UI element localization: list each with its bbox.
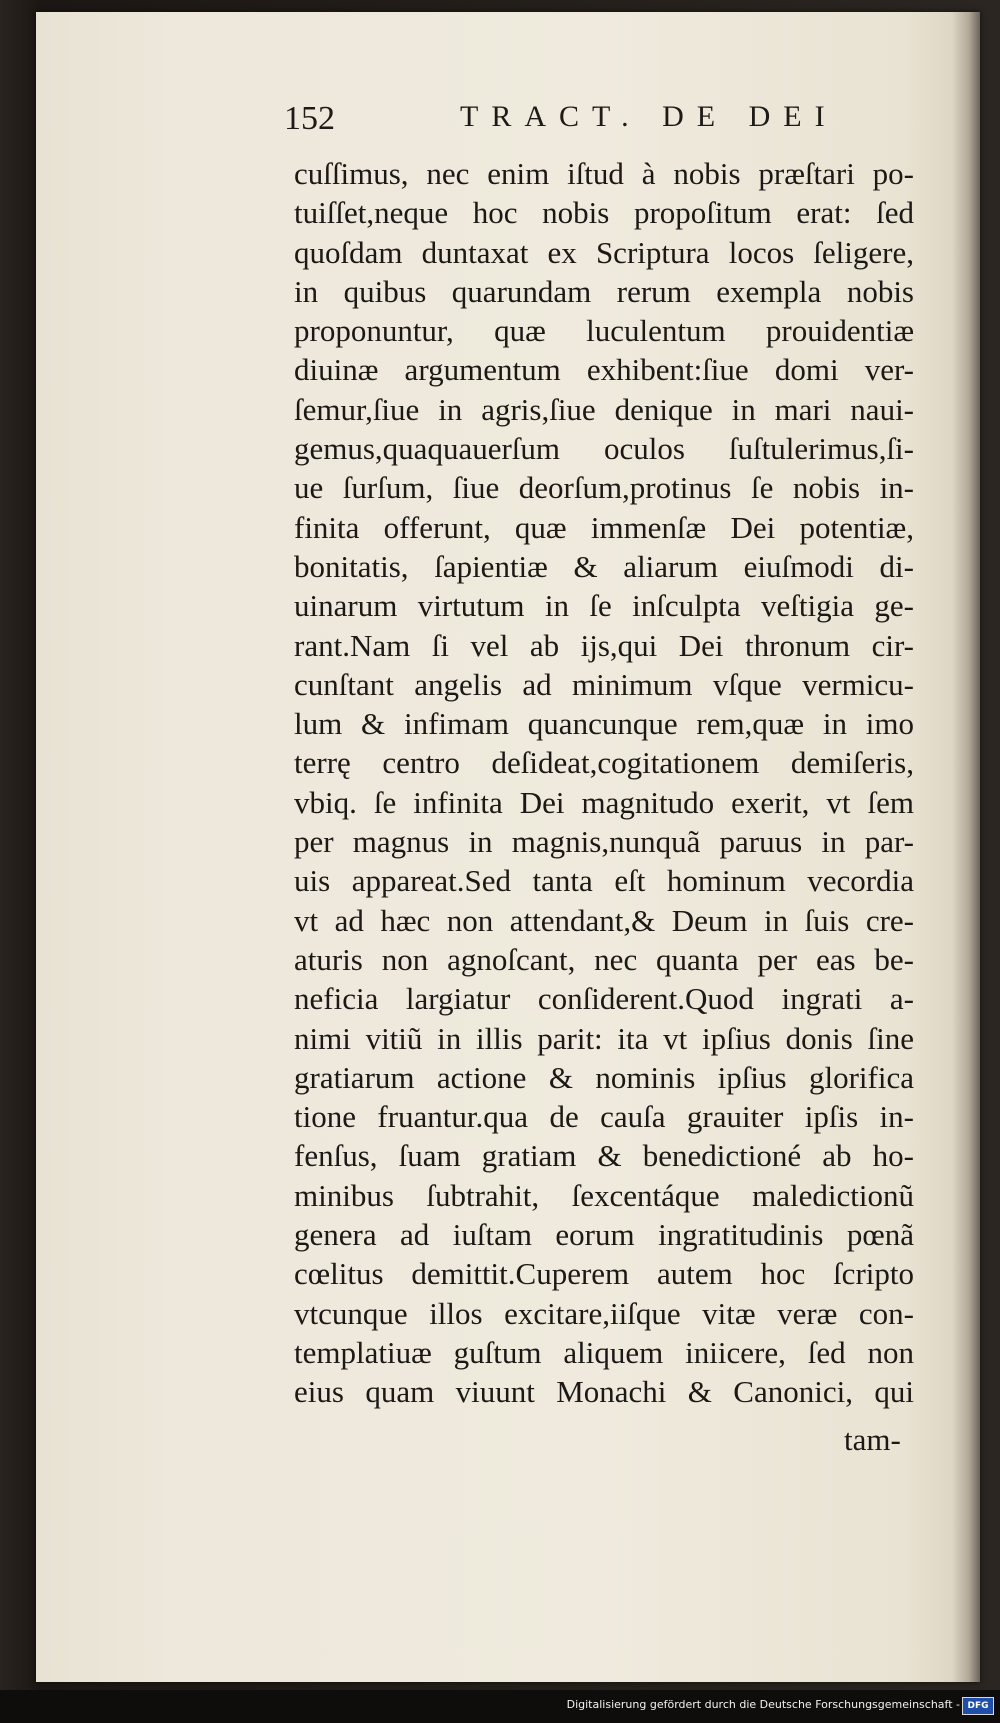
dfg-logo-icon: DFG	[962, 1697, 994, 1715]
text-line: nimi vitiũ in illis parit: ita vt ipſius donis ſine	[294, 1020, 914, 1056]
text-line: bonitatis, ſapientiæ & aliarum eiuſmodi di-	[294, 548, 914, 584]
text-line: fenſus, ſuam gratiam & benedictioné ab ho-	[294, 1138, 914, 1174]
text-line: cunſtant angelis ad minimum vſque vermicu-	[294, 666, 914, 702]
text-line: cœlitus demittit.Cuperem autem hoc ſcripto	[294, 1256, 914, 1292]
body-text	[294, 154, 914, 1412]
text-line: gratiarum actione & nominis ipſius glorifica	[294, 1059, 914, 1095]
running-head	[284, 100, 904, 144]
text-line: neficia largiatur conſiderent.Quod ingrati a-	[294, 981, 914, 1017]
text-line: eius quam viuunt Monachi & Canonici, qui	[294, 1374, 914, 1410]
catchword: tam-	[844, 1422, 901, 1457]
text-line: uis appareat.Sed tanta eſt hominum vecordia	[294, 863, 914, 899]
page-edge-shadow	[952, 12, 980, 1682]
text-line: cuſſimus, nec enim iſtud à nobis præſtari po-	[294, 156, 914, 191]
page-number: 152	[284, 100, 335, 137]
text-line: ſemur,ſiue in agris,ſiue denique in mari naui-	[294, 391, 914, 427]
text-line: vtcunque illos excitare,iiſque vitæ veræ con-	[294, 1295, 914, 1331]
text-line: uinarum virtutum in ſe inſculpta veſtigia ge-	[294, 588, 914, 624]
footer-bar	[0, 1690, 1000, 1723]
text-line: quoſdam duntaxat ex Scriptura locos ſeligere,	[294, 234, 914, 270]
funding-credit: Digitalisierung gefördert durch die Deutsche Forschungsgemeinschaft -	[566, 1698, 960, 1711]
text-line: genera ad iuſtam eorum ingratitudinis pœnã	[294, 1217, 914, 1253]
text-line: templatiuæ guſtum aliquem iniicere, ſed non	[294, 1334, 914, 1370]
text-line: terrę centro deſideat,cogitationem demiſeris,	[294, 745, 914, 781]
text-line: finita offerunt, quæ immenſæ Dei potentiæ,	[294, 509, 914, 545]
book-page	[36, 12, 980, 1682]
text-line: gemus,quaquauerſum oculos ſuſtulerimus,ſi-	[294, 431, 914, 467]
text-line: rant.Nam ſi vel ab ijs,qui Dei thronum cir-	[294, 627, 914, 663]
text-line: tione fruantur.qua de cauſa grauiter ipſis in-	[294, 1099, 914, 1135]
text-line: vbiq. ſe infinita Dei magnitudo exerit, vt ſem	[294, 784, 914, 820]
text-line: vt ad hæc non attendant,& Deum in ſuis cre-	[294, 902, 914, 938]
text-line: proponuntur, quæ luculentum prouidentiæ	[294, 313, 914, 349]
text-line: lum & infimam quancunque rem,quæ in imo	[294, 706, 914, 742]
text-line: ue ſurſum, ſiue deorſum,protinus ſe nobis in-	[294, 470, 914, 506]
running-title: TRACT. DE DEI	[460, 100, 838, 133]
text-line: aturis non agnoſcant, nec quanta per eas be-	[294, 941, 914, 977]
text-line: per magnus in magnis,nunquã paruus in par-	[294, 824, 914, 860]
text-line: minibus ſubtrahit, ſexcentáque maledictionũ	[294, 1177, 914, 1213]
text-line: tuiſſet,neque hoc nobis propoſitum erat: ſed	[294, 195, 914, 231]
text-line: in quibus quarundam rerum exempla nobis	[294, 273, 914, 309]
text-line: diuinæ argumentum exhibent:ſiue domi ver-	[294, 352, 914, 388]
